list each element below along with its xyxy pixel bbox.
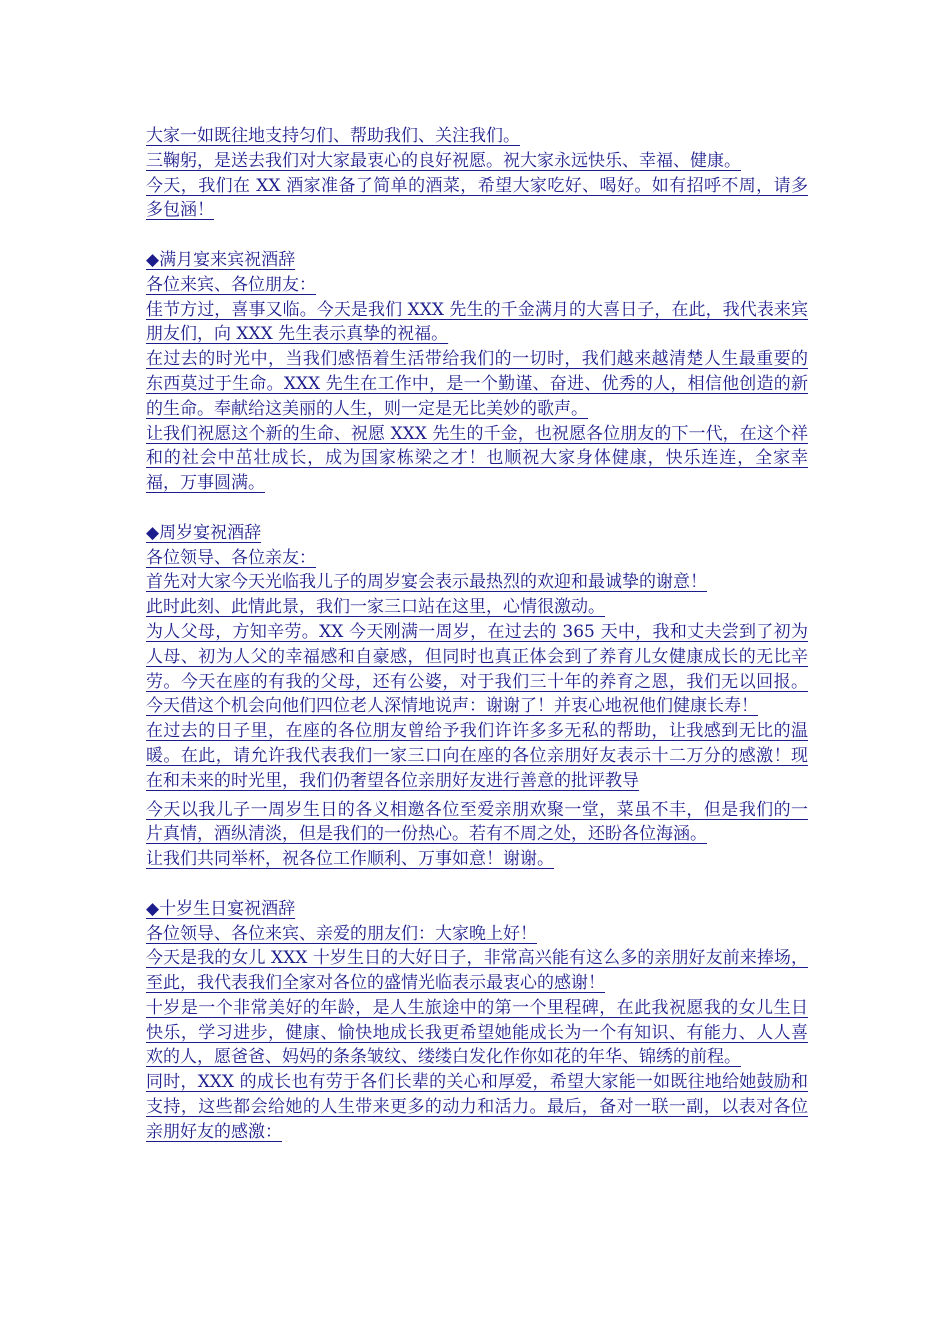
paragraph: 让我们祝愿这个新的生命、祝愿 XXX 先生的千金，也祝愿各位朋友的下一代，在这个祥和的社会中茁壮成长，成为国家栋梁之才！也顺祝大家身体健康，快乐连连，全家幸福，万事圆满。 xyxy=(146,423,808,494)
paragraph: 为人父母，方知辛劳。XX 今天刚满一周岁，在过去的 365 天中，我和丈夫尝到了初为人母、初为人父的幸福感和自豪感，但同时也真正体会到了养育儿女健康成长的无比辛劳。今天在座的有我的父母，还有公婆，对于我们三十年的养育之恩，我们无以回报。今天借这个机会向他们四位老人深情地说声：谢谢了！并衷心地祝他们健康长寿！ xyxy=(146,621,808,717)
paragraph: 首先对大家今天光临我儿子的周岁宴会表示最热烈的欢迎和最诚挚的谢意！ xyxy=(146,572,707,593)
paragraph: 各位领导、各位来宾、亲爱的朋友们：大家晚上好！ xyxy=(146,923,537,944)
section-gap xyxy=(146,872,808,897)
paragraph: 各位领导、各位亲友： xyxy=(146,547,316,568)
paragraph: 在过去的日子里，在座的各位朋友曾给予我们许许多多无私的帮助，让我感到无比的温暖。在此，请允许我代表我们一家三口向在座的各位亲朋好友表示十二万分的感激！现在和未来的时光里，我们仍奢望各位亲朋好友进行善意的批评教导 xyxy=(146,721,808,791)
paragraph: 今天是我的女儿 XXX 十岁生日的大好日子，非常高兴能有这么多的亲朋好友前来捧场，至此，我代表我们全家对各位的盛情光临表示最衷心的感谢！ xyxy=(146,948,808,994)
section-gap xyxy=(146,496,808,521)
section-heading-first-birthday: ◆周岁宴祝酒辞 xyxy=(146,522,262,543)
paragraph: 佳节方过，喜事又临。今天是我们 XXX 先生的千金满月的大喜日子，在此，我代表来宾朋友们，向 XXX 先生表示真挚的祝福。 xyxy=(146,299,808,345)
paragraph: 同时，XXX 的成长也有劳于各们长辈的关心和厚爱，希望大家能一如既往地给她鼓励和支持，这些都会给她的人生带来更多的动力和活力。最后，备对一联一副，以表对各位亲朋好友的感激： xyxy=(146,1072,808,1142)
section-gap xyxy=(146,223,808,248)
paragraph: 三鞠躬，是送去我们对大家最衷心的良好祝愿。祝大家永远快乐、幸福、健康。 xyxy=(146,150,741,171)
paragraph: 此时此刻、此情此景，我们一家三口站在这里，心情很激动。 xyxy=(146,597,605,618)
section-heading-full-month: ◆满月宴来宾祝酒辞 xyxy=(146,249,296,270)
paragraph: 在过去的时光中，当我们感悟着生活带给我们的一切时，我们越来越清楚人生最重要的东西莫过于生命。XXX 先生在工作中，是一个勤谨、奋进、优秀的人，相信他创造的新的生命。奉献给这美丽的人生，则一定是无比美妙的歌声。 xyxy=(146,349,808,419)
paragraph: 今天，我们在 XX 酒家准备了简单的酒菜，希望大家吃好、喝好。如有招呼不周，请多多包涵！ xyxy=(146,175,808,221)
paragraph: 十岁是一个非常美好的年龄，是人生旅途中的第一个里程碑，在此我祝愿我的女儿生日快乐，学习进步，健康、愉快地成长我更希望她能成长为一个有知识、有能力、人人喜欢的人，愿爸爸、妈妈的条条皱纹、缕缕白发化作你如花的年华、锦绣的前程。 xyxy=(146,997,808,1068)
document-page xyxy=(146,124,808,1145)
section-heading-tenth-birthday: ◆十岁生日宴祝酒辞 xyxy=(146,898,296,919)
paragraph: 今天以我儿子一周岁生日的各义相邀各位至爱亲朋欢聚一堂，菜虽不丰，但是我们的一片真情，酒纵清淡，但是我们的一份热心。若有不周之处，还盼各位海涵。 xyxy=(146,799,808,845)
paragraph: 大家一如既往地支持匀们、帮助我们、关注我们。 xyxy=(146,126,520,146)
paragraph: 让我们共同举杯，祝各位工作顺利、万事如意！谢谢。 xyxy=(146,849,554,870)
paragraph: 各位来宾、各位朋友： xyxy=(146,274,316,295)
